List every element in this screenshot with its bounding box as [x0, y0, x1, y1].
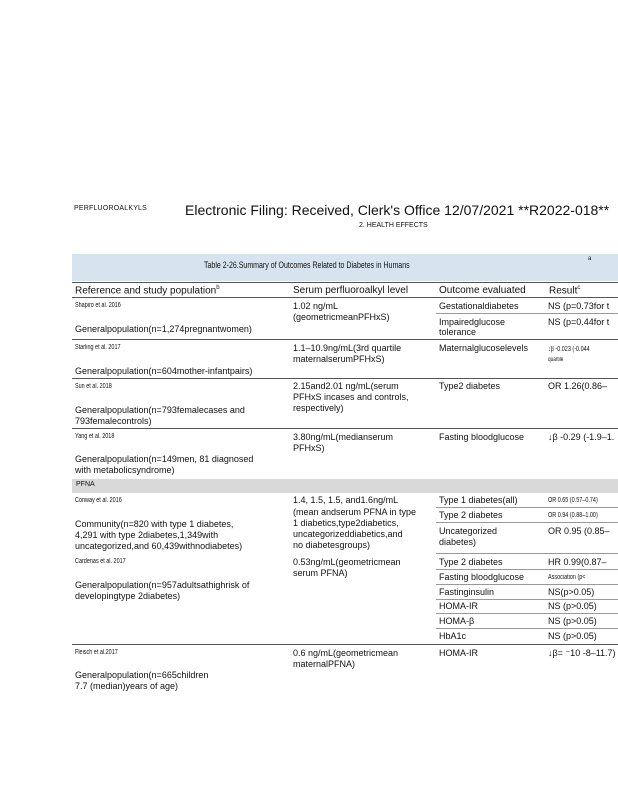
serum-level: (geometricmeanPFHxS)	[293, 312, 390, 322]
serum-level: 1.1–10.9ng/mL(3rd quartile	[293, 343, 402, 353]
outcome: Type 2 diabetes	[439, 510, 503, 520]
table-title-footnote: a	[588, 256, 592, 262]
result: ↓β= ⁻10 -8–11.7)	[548, 648, 616, 658]
result: HR 0.99(0.87–	[548, 557, 607, 567]
study-population: 4,291 with type 2diabetes,1,349with	[75, 530, 219, 540]
outcome: tolerance	[439, 327, 477, 337]
chapter-heading: 2. HEALTH EFFECTS	[359, 222, 428, 229]
study-population: Generalpopulation(n=604mother-infantpairs)	[75, 366, 253, 376]
result: NS (p>0.05)	[548, 631, 597, 641]
citation: Conway et al. 2016	[75, 497, 122, 504]
outcome: HOMA-IR	[439, 648, 478, 658]
citation: Sun et al. 2018	[75, 383, 112, 390]
serum-level: 1 diabetics,type2diabetics,	[293, 518, 399, 528]
row-rule	[72, 644, 618, 645]
study-population: uncategorized,and 60,439withnodiabetes)	[75, 541, 243, 551]
result: ↓β -0.29 (-1.9–1.	[548, 432, 615, 442]
column-header-serum: Serum perfluoroalkyl level	[293, 285, 409, 296]
result: OR 0.65 (0.57–0.74)	[548, 497, 598, 504]
study-population: Generalpopulation(n=957adultsathighrisk of	[75, 580, 250, 590]
outcome-divider	[436, 507, 618, 508]
header-bottom-rule	[72, 297, 618, 298]
citation: Shapiro et al. 2016	[75, 302, 121, 309]
row-rule	[72, 339, 618, 340]
citation: Starling et al. 2017	[75, 344, 121, 351]
citation: Yang et al. 2018	[75, 433, 115, 440]
row-rule	[72, 428, 618, 429]
header-top-rule	[72, 282, 618, 283]
result: NS (p>0.05)	[548, 601, 597, 611]
serum-level: no diabetesgroups)	[293, 540, 371, 550]
outcome: Gestationaldiabetes	[439, 301, 519, 311]
serum-level: uncategorizeddiabetics,and	[293, 529, 403, 539]
study-population: Generalpopulation(n=149men, 81 diagnosed	[75, 454, 254, 464]
result: NS(p>0.05)	[548, 587, 595, 597]
serum-level: 2.15and2.01 ng/mL(serum	[293, 381, 399, 391]
study-population: developingtype 2diabetes)	[75, 591, 181, 601]
outcome-divider	[436, 553, 618, 554]
result: NS (p=0.73for t	[548, 301, 610, 311]
serum-level: PFHxS incases and controls,	[293, 392, 409, 402]
study-population: with metabolicsyndrome)	[75, 465, 175, 475]
serum-level: 3.80ng/mL(medianserum	[293, 432, 394, 442]
serum-level: maternalPFNA)	[293, 659, 356, 669]
result: Association (p<	[548, 574, 586, 581]
column-header-reference: Reference and study population$^b$	[75, 285, 220, 297]
study-population: 7.7 (median)years of age)	[75, 681, 179, 691]
study-population: Generalpopulation(n=1,274pregnantwomen)	[75, 324, 252, 334]
outcome: HOMA-IR	[439, 601, 478, 611]
serum-level: maternalserumPFHxS)	[293, 354, 385, 364]
result: OR 1.26(0.86–	[548, 381, 608, 391]
result: quartile	[548, 357, 564, 363]
outcome-divider	[436, 613, 618, 614]
citation: Cardenas et al. 2017	[75, 558, 126, 565]
outcome-divider	[436, 313, 618, 314]
outcome-divider	[436, 599, 618, 600]
outcome-divider	[436, 628, 618, 629]
row-rule	[72, 378, 618, 379]
citation: Fleisch et al.2017	[75, 649, 118, 656]
serum-level: respectively)	[293, 403, 344, 413]
outcome-divider	[436, 522, 618, 523]
outcome: diabetes)	[439, 537, 477, 547]
outcome-divider	[436, 569, 618, 570]
serum-level: (mean andserum PFNA in type	[293, 507, 417, 517]
serum-level: PFHxS)	[293, 443, 325, 453]
running-header-left: PERFLUOROALKYLS	[74, 205, 148, 212]
section-band	[72, 479, 618, 493]
study-population: Generalpopulation(n=665children	[75, 670, 209, 680]
column-header-result: Result$^c$	[549, 285, 581, 297]
study-population: Generalpopulation(n=793femalecases and	[75, 405, 245, 415]
outcome: Uncategorized	[439, 526, 498, 536]
outcome: Fasting bloodglucose	[439, 572, 525, 582]
outcome: Fasting bloodglucose	[439, 432, 525, 442]
serum-level: 1.02 ng/mL	[293, 301, 339, 311]
outcome: Fastinginsulin	[439, 587, 495, 597]
outcome: Impairedglucose	[439, 317, 506, 327]
result: NS (p=0.44for t	[548, 317, 610, 327]
filing-stamp: Electronic Filing: Received, Clerk's Office 12/07/2021 **R2022-018**	[185, 202, 610, 218]
column-header-outcome: Outcome evaluated	[439, 285, 526, 296]
outcome: Type 2 diabetes	[439, 557, 503, 567]
result: OR 0.94 (0.88–1.00)	[548, 512, 598, 519]
serum-level: 1.4, 1.5, 1.5, and1.6ng/mL	[293, 495, 399, 505]
result: OR 0.95 (0.85–	[548, 526, 610, 536]
result: NS (p>0.05)	[548, 616, 597, 626]
section-label-pfna: PFNA	[76, 481, 95, 488]
outcome: Maternalglucoselevels	[439, 343, 529, 353]
outcome-divider	[436, 584, 618, 585]
outcome: HbA1c	[439, 631, 467, 641]
outcome: HOMA-β	[439, 616, 475, 626]
serum-level: 0.6 ng/mL(geometricmean	[293, 648, 399, 658]
result: ↓β -0.023 (-0.044	[548, 346, 590, 353]
study-population: Community(n=820 with type 1 diabetes,	[75, 519, 234, 529]
outcome: Type2 diabetes	[439, 381, 501, 391]
table-title: Table 2-26.Summary of Outcomes Related to Diabetes in Humans	[204, 260, 410, 270]
study-population: 793femalecontrols)	[75, 416, 152, 426]
outcome: Type 1 diabetes(all)	[439, 495, 518, 505]
serum-level: serum PFNA)	[293, 568, 348, 578]
serum-level: 0.53ng/mL(geometricmean	[293, 557, 401, 567]
